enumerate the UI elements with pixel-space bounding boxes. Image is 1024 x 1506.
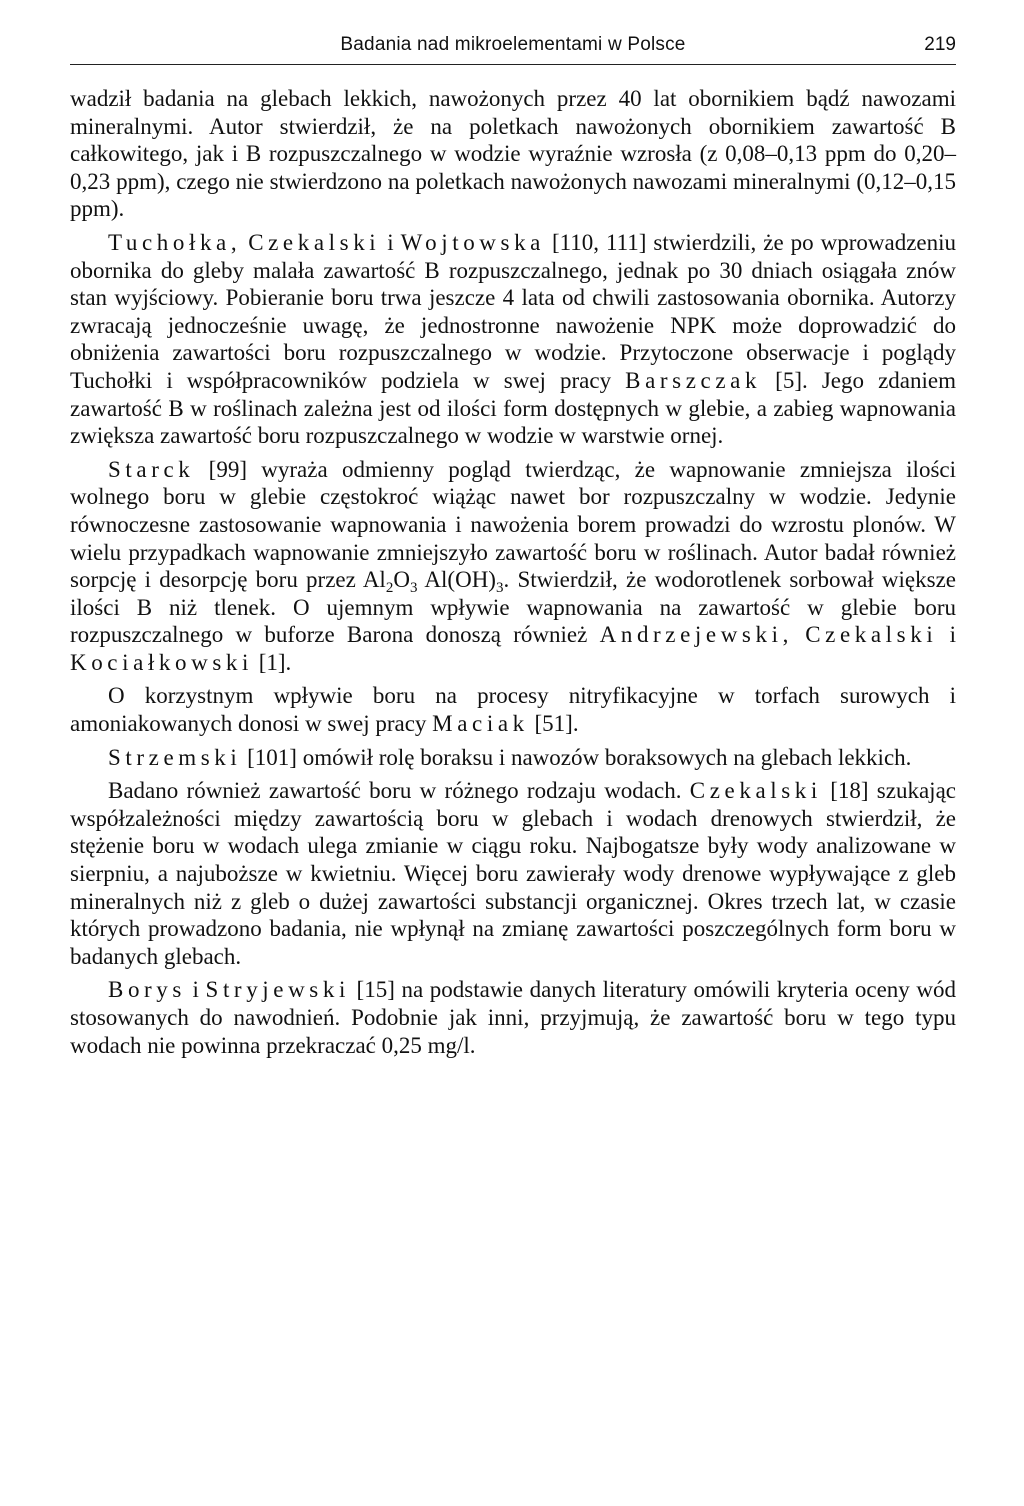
paragraph-text: . Stwierdził, że wodorotlenek sorbował większe ilości B niż tlenek. O ujemnym wpływie wapnowania na zawartość w glebie boru rozpuszczalnego w buforze Barona donoszą również — [70, 567, 956, 648]
author-name: Czekalski — [248, 229, 381, 255]
author-name: Strzemski — [108, 744, 242, 770]
paragraph-text: [110, 111] stwierdzili, że po wprowadzeniu obornika do gleby malała zawartość B rozpuszczalnego, jednak po 30 dniach osiągała znów stan wyjściowy. Pobieranie boru trwa jeszcze 4 lata od chwili zastosowania obornika. Autorzy zwracają jednocześnie uwagę, że jednostronne nawożenie NPK może doprowadzić do obniżenia zawartości boru rozpuszczalnego w wodzie. Przytoczone obserwacje i poglądy Tuchołki i współpracowników podziela w swej pracy — [70, 229, 957, 393]
author-name: Kociałkowski — [70, 649, 253, 675]
paragraph-text: [1]. — [252, 649, 292, 675]
subscript: 3 — [495, 580, 504, 597]
author-name: Borys — [108, 977, 186, 1003]
author-name: Barszczak — [625, 367, 762, 393]
subscript: 2 — [385, 580, 394, 597]
paragraph-text: O korzystnym wpływie boru na procesy nitryfikacyjne w torfach surowych i amoniakowanych donosi w swej pracy — [70, 683, 956, 737]
conjunction: i — [380, 229, 401, 255]
paragraph-5 — [70, 744, 956, 772]
paragraph-1: wadził badania na glebach lekkich, nawożonych przez 40 lat obornikiem bądź nawozami mineralnymi. Autor stwierdził, że na poletkach nawożonych obornikiem zawartość B całkowitego, jak i B rozpuszczalnego w wodzie wyraźnie wzrosła (z 0,08–0,13 ppm do 0,20–0,23 ppm), czego nie stwierdzono na poletkach nawożonych nawozami mineralnymi (0,12–0,15 ppm). — [70, 86, 956, 222]
document-page — [70, 28, 956, 1065]
running-header — [70, 28, 956, 65]
author-name: Starck — [108, 456, 195, 482]
paragraph-7 — [70, 976, 956, 1059]
conjunction: i — [937, 622, 956, 648]
author-name: Maciak — [432, 711, 529, 737]
paragraph-text: [18] szukając współzależności między zawartością boru w glebach i wodach drenowych stwierdził, że stężenie boru w wodach ulega zmianie w ciągu roku. Najbogatsze były wody analizowane w sierpniu, a najuboższe w kwietniu. Więcej boru zawierały wody drenowe wypływające z gleb mineralnych niż z gleb o dużej zawartości substancji organicznej. Okres trzech lat, w czasie których prowadzono badania, nie wpłynął na zmianę zawartości poszczególnych form boru w badanych glebach. — [70, 778, 956, 969]
paragraph-text: Al(OH) — [417, 567, 496, 593]
author-name: Czekalski — [805, 622, 938, 648]
body-text — [70, 85, 956, 1059]
author-name: Tuchołka, — [108, 229, 242, 255]
paragraph-text: O — [393, 567, 410, 593]
author-name: Wojtowska — [400, 229, 545, 255]
paragraph-6 — [70, 777, 956, 970]
conjunction: i — [185, 977, 206, 1003]
paragraph-3 — [70, 456, 956, 677]
paragraph-text: [99] wyraża odmienny pogląd twierdząc, że wapnowanie zmniejsza ilości wolnego boru w glebie częstokroć wiążąc nawet bor rozpuszczalny w wodzie. Jedynie równoczesne zastosowanie wapnowania i nawożenia borem prowadzi do wzrostu plonów. W wielu przypadkach wapnowanie zmniejszyło zawartość boru w roślinach. Autor badał również sorpcję i desorpcję boru przez Al — [70, 456, 956, 593]
paragraph-4 — [70, 682, 956, 737]
paragraph-text: [15] na podstawie danych literatury omówili kryteria oceny wód stosowanych do nawodnień. Podobnie jak inni, przyjmują, że zawartość boru w tego typu wodach nie powinna przekraczać 0,25 mg/l. — [70, 977, 957, 1058]
paragraph-text: [51]. — [528, 711, 579, 737]
author-name: Stryjewski — [205, 977, 350, 1003]
paragraph-2 — [70, 229, 956, 450]
paragraph-text: [5]. Jego zdaniem zawartość B w roślinach zależna jest od ilości form dostępnych w glebie, a zabieg wapnowania zwiększa zawartość boru rozpuszczalnego w wodzie w warstwie ornej. — [70, 367, 956, 449]
subscript: 3 — [409, 580, 418, 597]
running-title: Badania nad mikroelementami w Polsce — [340, 34, 686, 55]
paragraph-text: [101] omówił rolę boraksu i nawozów boraksowych na glebach lekkich. — [241, 744, 912, 770]
author-name: Czekalski — [689, 778, 822, 804]
page-number: 219 — [924, 34, 956, 55]
paragraph-text: Badano również zawartość boru w różnego rodzaju wodach. — [108, 778, 690, 804]
author-name: Andrzejewski, — [599, 622, 793, 648]
